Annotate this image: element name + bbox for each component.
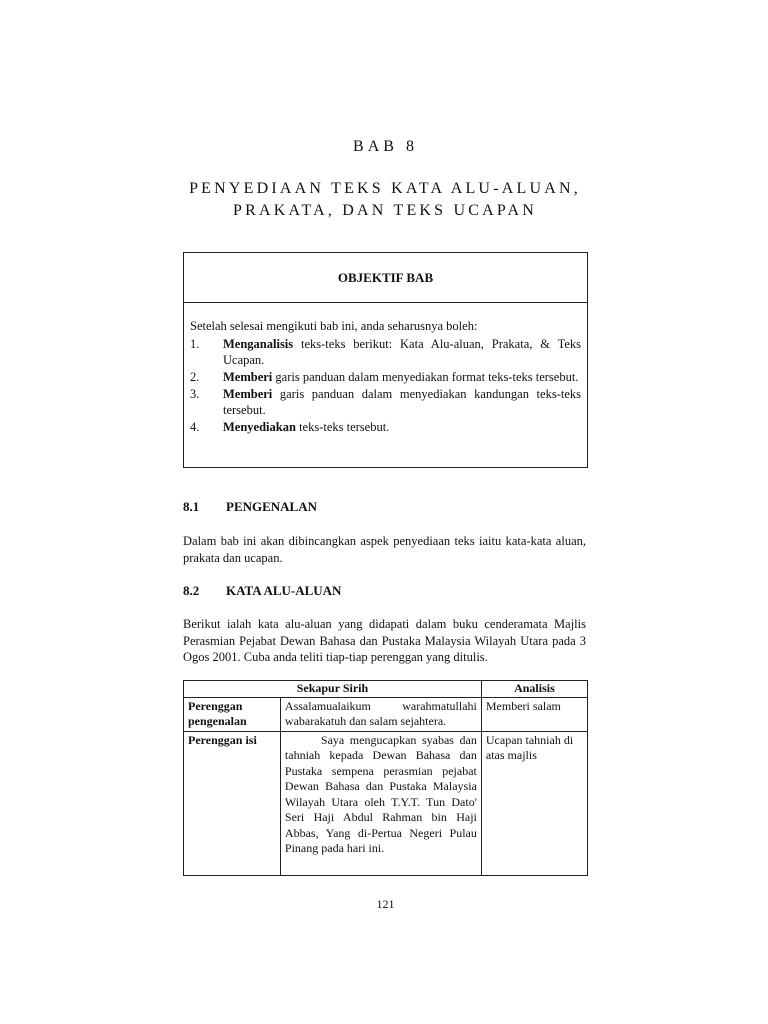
row-text: Assalamualaikum warahmatullahi wabarakatuh dan salam sejahtera. bbox=[280, 697, 481, 731]
section-title: KATA ALU-ALUAN bbox=[226, 583, 342, 598]
chapter-number: BAB 8 bbox=[353, 138, 418, 155]
analysis-table bbox=[183, 680, 588, 876]
objective-item-number: 4. bbox=[190, 420, 200, 434]
chapter-title bbox=[160, 178, 610, 222]
chapter-title-line2: PRAKATA, DAN TEKS UCAPAN bbox=[232, 202, 537, 219]
table-row bbox=[184, 731, 588, 875]
row-label: Perenggan isi bbox=[184, 731, 281, 875]
objective-box bbox=[183, 252, 588, 468]
objective-body bbox=[184, 303, 587, 435]
objective-item bbox=[190, 369, 581, 385]
section-8-2-paragraph: Berikut ialah kata alu-aluan yang didapati dalam buku cenderamata Majlis Perasmian Pejabat Dewan Bahasa dan Pustaka Malaysia Wilayah Utara pada 3 Ogos 2001. Cuba anda teliti tiap-tiap perenggan yang ditulis. bbox=[183, 617, 586, 664]
col-analisis: Analisis bbox=[481, 681, 587, 698]
objective-item bbox=[190, 386, 581, 418]
objective-intro: Setelah selesai mengikuti bab ini, anda seharusnya boleh: bbox=[190, 319, 478, 333]
objective-item-text bbox=[223, 336, 581, 368]
section-8-1-paragraph: Dalam bab ini akan dibincangkan aspek penyediaan teks iaitu kata-kata aluan, prakata dan ucapan. bbox=[183, 534, 586, 565]
objective-item-verb: Menganalisis bbox=[223, 337, 294, 351]
objective-item-text bbox=[223, 419, 581, 435]
objective-item-rest: garis panduan dalam menyediakan kandungan teks-teks tersebut. bbox=[223, 387, 581, 417]
objective-item-number: 2. bbox=[190, 370, 200, 384]
objective-item-rest: teks-teks tersebut. bbox=[295, 420, 390, 434]
objective-list bbox=[190, 336, 581, 435]
section-title: PENGENALAN bbox=[226, 499, 318, 514]
chapter-title-line1: PENYEDIAAN TEKS KATA ALU-ALUAN, bbox=[189, 180, 581, 197]
page-number: 121 bbox=[376, 897, 395, 911]
row-analysis: Ucapan tahniah di atas majlis bbox=[481, 731, 587, 875]
objective-item-rest: garis panduan dalam menyediakan format teks-teks tersebut. bbox=[272, 370, 579, 384]
objective-item-text bbox=[223, 369, 581, 385]
table-header-row bbox=[184, 681, 588, 698]
section-heading-8-2 bbox=[183, 583, 341, 599]
row-analysis: Memberi salam bbox=[481, 697, 587, 731]
objective-heading: OBJEKTIF BAB bbox=[184, 253, 587, 303]
objective-item-text bbox=[223, 386, 581, 418]
objective-item bbox=[190, 336, 581, 368]
col-sekapur-sirih: Sekapur Sirih bbox=[184, 681, 482, 698]
objective-item bbox=[190, 419, 581, 435]
objective-item-verb: Menyediakan bbox=[223, 420, 296, 434]
section-number: 8.1 bbox=[183, 499, 200, 514]
section-heading-8-1 bbox=[183, 499, 317, 515]
objective-item-rest: teks-teks berikut: Kata Alu-aluan, Prakata, & Teks Ucapan. bbox=[223, 337, 581, 367]
objective-item-verb: Memberi bbox=[223, 370, 273, 384]
objective-item-verb: Memberi bbox=[223, 387, 273, 401]
section-number: 8.2 bbox=[183, 583, 200, 598]
row-text: Saya mengucapkan syabas dan tahniah kepada Dewan Bahasa dan Pustaka sempena perasmian pejabat Dewan Bahasa dan Pustaka Malaysia Wilayah Utara oleh T.Y.T. Tun Dato' Seri Haji Abdul Rahman bin Haji Abbas, Yang di-Pertua Negeri Pulau Pinang pada hari ini. bbox=[280, 731, 481, 875]
objective-item-number: 1. bbox=[190, 337, 200, 351]
table-row bbox=[184, 697, 588, 731]
row-label: Perenggan pengenalan bbox=[184, 697, 281, 731]
objective-item-number: 3. bbox=[190, 387, 200, 401]
